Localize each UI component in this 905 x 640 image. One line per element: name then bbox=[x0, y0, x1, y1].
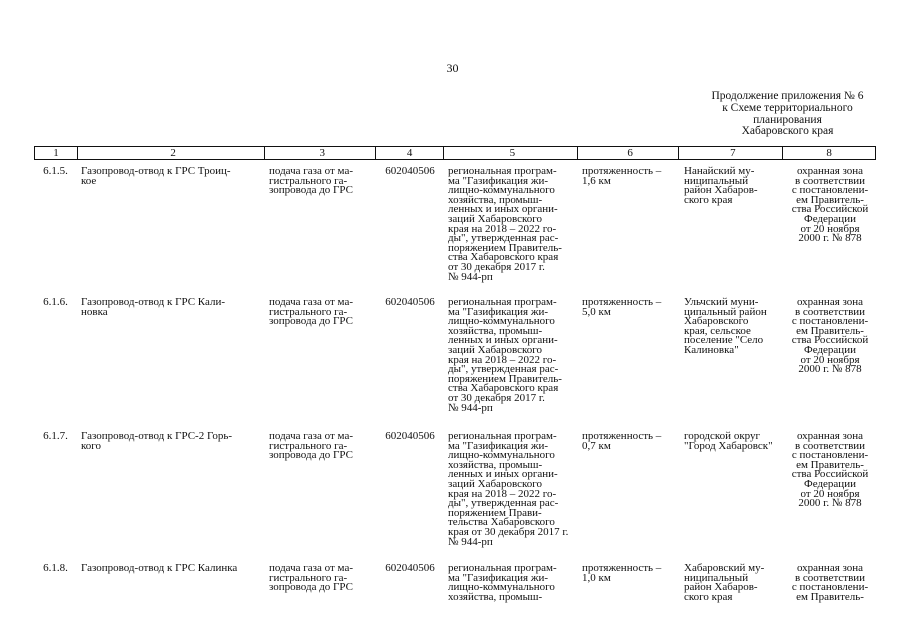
object-purpose: подача газа от ма- гистрального га- зопровода до ГРС bbox=[269, 562, 353, 594]
header-col-4: 4 bbox=[376, 147, 444, 159]
object-length: протяженность – 1,6 км bbox=[582, 165, 662, 187]
protection-zone: охранная зона в соответствии с постановлени- ем Правитель- ства Российской Федерации от 20 ноября 2000 г. № 878 bbox=[791, 165, 869, 245]
basis-document: региональная програм- ма "Газификация жи- лищно-коммунального хозяйства, промыш- ленных и иных органи- заций Хабаровского края на 2018 – 2022 го- ды", утвержденная рас- поряжением Правитель- ства Хабаровского края от 30 декабря 2017 г. № 944-рп bbox=[448, 165, 562, 283]
protection-zone: охранная зона в соответствии с постановлени- ем Правитель- ства Российской Федерации от 20 ноября 2000 г. № 878 bbox=[791, 296, 869, 376]
object-code: 602040506 bbox=[385, 296, 435, 308]
row-number: 6.1.5. bbox=[43, 165, 68, 177]
table-row bbox=[34, 298, 876, 413]
object-location: Хабаровский му- ниципальный район Хабаров- ского края bbox=[684, 562, 765, 603]
row-number: 6.1.7. bbox=[43, 430, 68, 442]
object-length: протяженность – 0,7 км bbox=[582, 430, 662, 452]
header-col-1: 1 bbox=[35, 147, 78, 159]
object-purpose: подача газа от ма- гистрального га- зопровода до ГРС bbox=[269, 296, 353, 328]
basis-document: региональная програм- ма "Газификация жи- лищно-коммунального хозяйства, промыш- ленных и иных органи- заций Хабаровского края на 2018 – 2022 го- ды", утвержденная рас- поряжением Прави- тельства Хабаровского края от 30 декабря 2017 г. № 944-рп bbox=[448, 430, 569, 548]
header-col-2: 2 bbox=[78, 147, 266, 159]
page-number: 30 bbox=[446, 61, 459, 75]
appendix-note: Продолжение приложения № 6 к Схеме территориального планирования Хабаровского края bbox=[711, 90, 864, 138]
basis-document: региональная програм- ма "Газификация жи- лищно-коммунального хозяйства, промыш- ленных и иных органи- заций Хабаровского края на 2018 – 2022 го- ды", утвержденная рас- поряжением Правитель- ства Хабаровского края от 30 декабря 2017 г. № 944-рп bbox=[448, 296, 562, 414]
header-col-8: 8 bbox=[826, 147, 832, 159]
header-col-3: 3 bbox=[265, 147, 376, 159]
protection-zone: охранная зона в соответствии с постановлени- ем Правитель- ства Российской Федерации от 20 ноября 2000 г. № 878 bbox=[791, 430, 869, 510]
protection-zone: охранная зона в соответствии с постановлени- ем Правитель- bbox=[791, 562, 869, 603]
object-code: 602040506 bbox=[385, 562, 435, 574]
object-location: Нанайский му- ниципальный район Хабаров- ского края bbox=[684, 165, 758, 206]
object-length: протяженность – 5,0 км bbox=[582, 296, 662, 318]
header-col-7: 7 bbox=[679, 147, 783, 159]
table-row bbox=[34, 564, 876, 602]
object-name: Газопровод-отвод к ГРС-2 Горь- кого bbox=[81, 430, 233, 452]
object-name: Газопровод-отвод к ГРС Калинка bbox=[81, 562, 238, 574]
table-row bbox=[34, 432, 876, 547]
row-number: 6.1.8. bbox=[43, 562, 68, 574]
object-purpose: подача газа от ма- гистрального га- зопровода до ГРС bbox=[269, 430, 353, 462]
object-code: 602040506 bbox=[385, 165, 435, 177]
table-header-row bbox=[34, 146, 876, 160]
object-length: протяженность – 1,0 км bbox=[582, 562, 662, 584]
header-col-5: 5 bbox=[444, 147, 578, 159]
object-location: Ульчский муни- ципальный район Хабаровского края, сельское поселение "Село Калиновка" bbox=[684, 296, 767, 356]
object-location: городской округ "Город Хабаровск" bbox=[684, 430, 773, 452]
object-purpose: подача газа от ма- гистрального га- зопровода до ГРС bbox=[269, 165, 353, 197]
row-number: 6.1.6. bbox=[43, 296, 68, 308]
basis-document: региональная програм- ма "Газификация жи- лищно-коммунального хозяйства, промыш- bbox=[448, 562, 557, 603]
object-name: Газопровод-отвод к ГРС Троиц- кое bbox=[81, 165, 231, 187]
table-row bbox=[34, 167, 876, 282]
object-name: Газопровод-отвод к ГРС Кали- новка bbox=[81, 296, 226, 318]
object-code: 602040506 bbox=[385, 430, 435, 442]
header-col-6: 6 bbox=[578, 147, 680, 159]
